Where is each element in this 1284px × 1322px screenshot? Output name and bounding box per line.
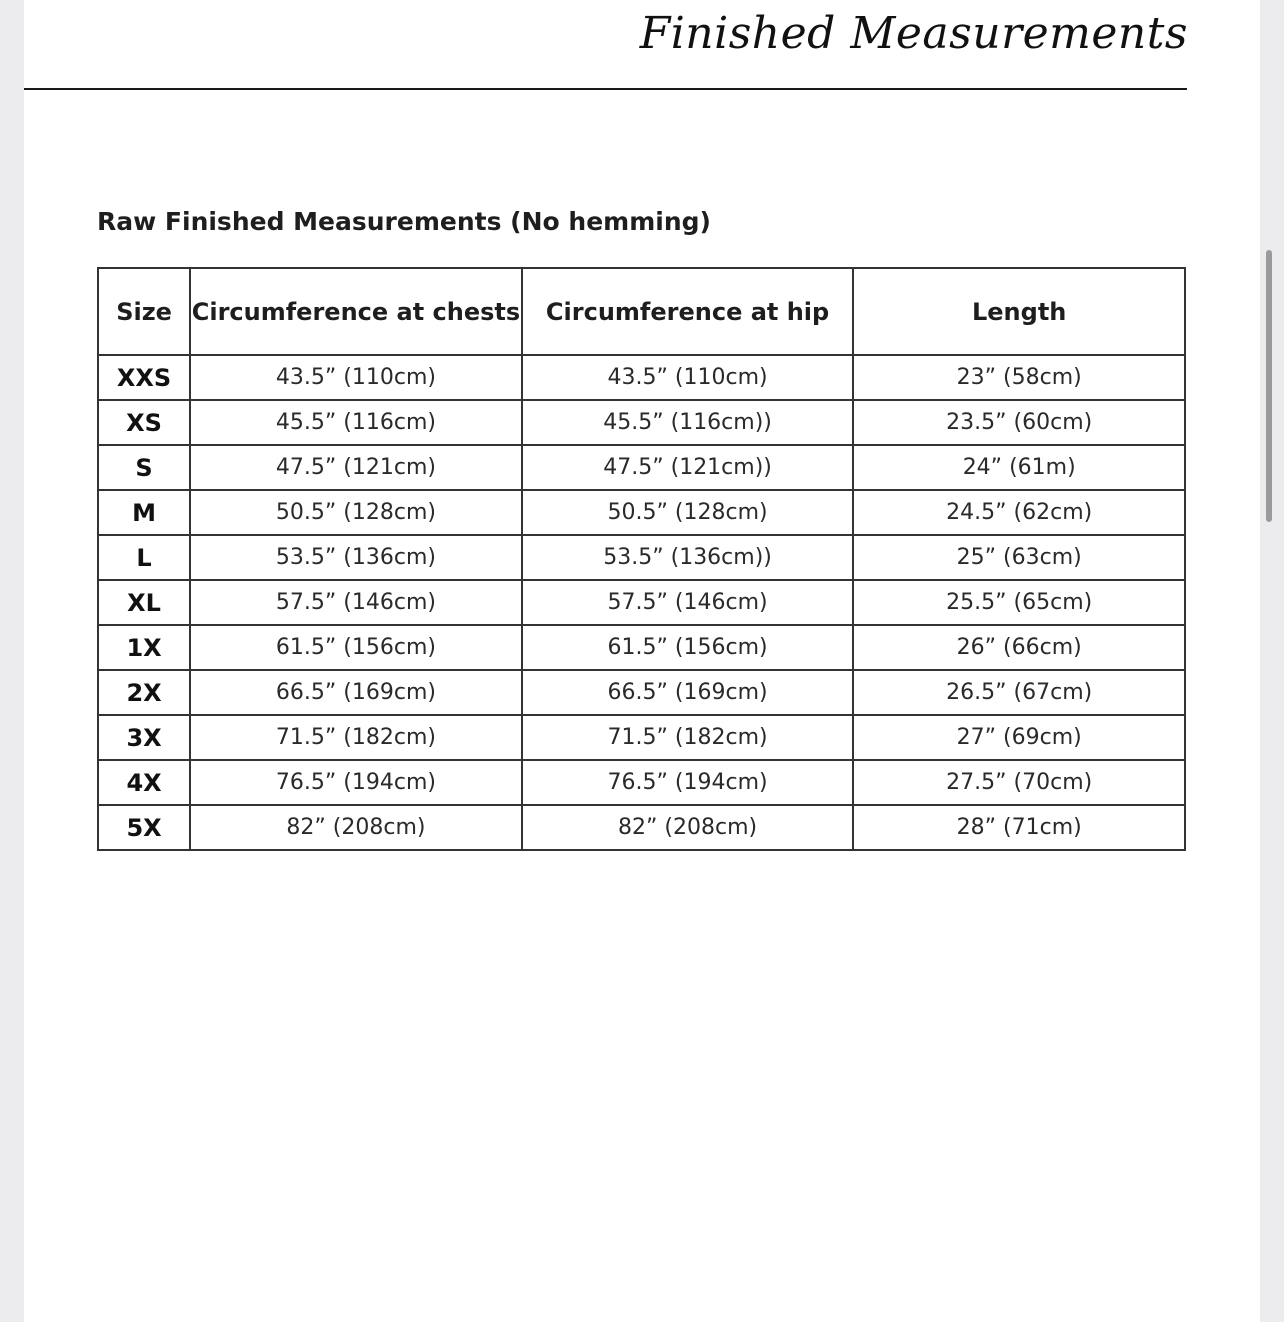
hip-cell: 66.5” (169cm) [522, 670, 854, 715]
chest-cell: 43.5” (110cm) [190, 355, 522, 400]
length-cell: 25” (63cm) [853, 535, 1185, 580]
length-cell: 24” (61m) [853, 445, 1185, 490]
chest-cell: 53.5” (136cm) [190, 535, 522, 580]
table-row [98, 670, 1185, 715]
header-chest-circumference: Circumference at chests [190, 268, 522, 355]
vertical-scrollbar[interactable] [1260, 0, 1284, 1322]
title-divider [24, 88, 1187, 90]
size-cell: L [98, 535, 190, 580]
hip-cell: 82” (208cm) [522, 805, 854, 850]
document-page [24, 0, 1260, 1322]
length-cell: 24.5” (62cm) [853, 490, 1185, 535]
hip-cell: 50.5” (128cm) [522, 490, 854, 535]
table-row [98, 580, 1185, 625]
chest-cell: 66.5” (169cm) [190, 670, 522, 715]
hip-cell: 61.5” (156cm) [522, 625, 854, 670]
header-hip-circumference: Circumference at hip [522, 268, 854, 355]
size-cell: S [98, 445, 190, 490]
section-heading: Raw Finished Measurements (No hemming) [97, 207, 711, 236]
size-cell: M [98, 490, 190, 535]
size-cell: 1X [98, 625, 190, 670]
hip-cell: 43.5” (110cm) [522, 355, 854, 400]
length-cell: 28” (71cm) [853, 805, 1185, 850]
header-size: Size [98, 268, 190, 355]
table-row [98, 535, 1185, 580]
size-cell: 2X [98, 670, 190, 715]
page-title: Finished Measurements [639, 8, 1188, 59]
size-cell: 3X [98, 715, 190, 760]
table-row [98, 400, 1185, 445]
hip-cell: 57.5” (146cm) [522, 580, 854, 625]
chest-cell: 57.5” (146cm) [190, 580, 522, 625]
size-cell: 4X [98, 760, 190, 805]
size-cell: XS [98, 400, 190, 445]
length-cell: 23.5” (60cm) [853, 400, 1185, 445]
chest-cell: 47.5” (121cm) [190, 445, 522, 490]
measurements-table [97, 267, 1186, 851]
length-cell: 26” (66cm) [853, 625, 1185, 670]
table-row [98, 625, 1185, 670]
length-cell: 25.5” (65cm) [853, 580, 1185, 625]
scrollbar-thumb[interactable] [1266, 250, 1272, 522]
table-row [98, 355, 1185, 400]
table-header-row [98, 268, 1185, 355]
header-length: Length [853, 268, 1185, 355]
hip-cell: 76.5” (194cm) [522, 760, 854, 805]
size-cell: 5X [98, 805, 190, 850]
chest-cell: 61.5” (156cm) [190, 625, 522, 670]
chest-cell: 50.5” (128cm) [190, 490, 522, 535]
chest-cell: 45.5” (116cm) [190, 400, 522, 445]
chest-cell: 71.5” (182cm) [190, 715, 522, 760]
size-cell: XXS [98, 355, 190, 400]
hip-cell: 45.5” (116cm)) [522, 400, 854, 445]
table-row [98, 805, 1185, 850]
length-cell: 27.5” (70cm) [853, 760, 1185, 805]
table-row [98, 760, 1185, 805]
table-row [98, 715, 1185, 760]
chest-cell: 82” (208cm) [190, 805, 522, 850]
hip-cell: 71.5” (182cm) [522, 715, 854, 760]
size-cell: XL [98, 580, 190, 625]
length-cell: 23” (58cm) [853, 355, 1185, 400]
hip-cell: 47.5” (121cm)) [522, 445, 854, 490]
length-cell: 27” (69cm) [853, 715, 1185, 760]
chest-cell: 76.5” (194cm) [190, 760, 522, 805]
table-row [98, 490, 1185, 535]
length-cell: 26.5” (67cm) [853, 670, 1185, 715]
hip-cell: 53.5” (136cm)) [522, 535, 854, 580]
table-row [98, 445, 1185, 490]
